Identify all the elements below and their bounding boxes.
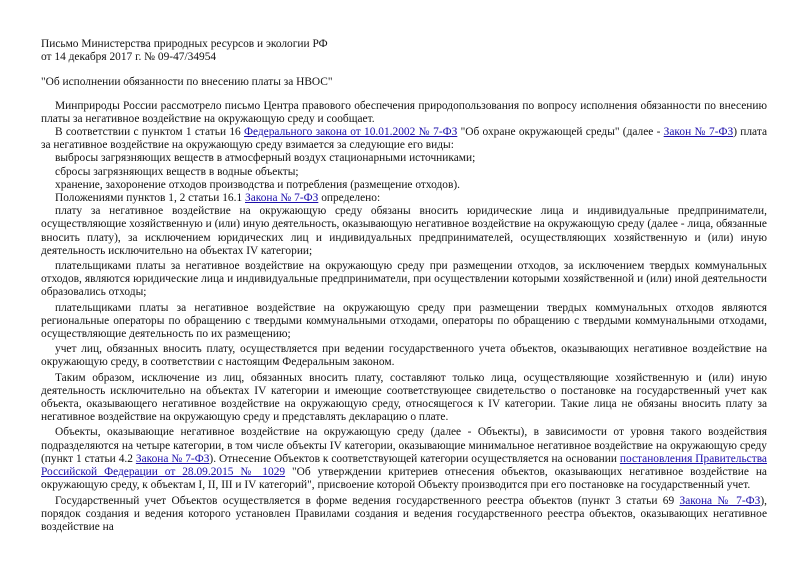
paragraph-2-text-b: "Об охране окружающей среды" (далее - [457, 126, 664, 139]
list-item-discharges: сбросы загрязняющих веществ в водные объекты; [55, 165, 299, 178]
list-item-waste: хранение, захоронение отходов производства и потребления (размещение отходов). [55, 178, 460, 191]
document-page [41, 38, 767, 534]
doc-title: "Об исполнении обязанности по внесению платы за НВОС" [41, 76, 333, 89]
paragraph-9 [41, 426, 767, 492]
government-decree-link[interactable]: постановления Правительства Российской Федерации от 28.09.2015 № 1029 [41, 452, 767, 479]
paragraph-9-text-c: "Об утверждении критериев отнесения объектов, оказывающих негативное воздействие на окружающую среду, к объектам I, II, III и IV категорий", присвоение которой Объекту производится при его постановке на государственный учет. [41, 466, 767, 492]
paragraph-3-text-b: определено: [318, 192, 381, 205]
paragraph-3-text-a: Положениями пунктов 1, 2 статьи 16.1 [55, 192, 246, 205]
paragraph-3 [41, 192, 767, 205]
doc-header-line2: от 14 декабря 2017 г. № 09-47/34954 [41, 51, 217, 64]
law-7fz-link[interactable]: Закона № 7-ФЗ [245, 192, 319, 205]
paragraph-2 [41, 126, 767, 152]
paragraph-1: Минприроды России рассмотрело письмо Центра правового обеспечения природопользования по вопросу исполнения обязанности по внесению платы за негативное воздействие на окружающую среду и сообщает. [41, 99, 767, 125]
law-7fz-link[interactable]: Закона № 7-ФЗ [679, 494, 761, 507]
paragraph-10 [41, 495, 767, 535]
federal-law-link[interactable]: Федерального закона от 10.01.2002 № 7-ФЗ [243, 126, 458, 139]
paragraph-6: плательщиками платы за негативное воздействие на окружающую среду при размещении твердых коммунальных отходов являются региональные операторы по обращению с твердыми коммунальными отходами, операторы по обращению с твердыми коммунальными отходами, осуществляющие деятельность по их размещению; [41, 301, 767, 341]
paragraph-8: Таким образом, исключение из лиц, обязанных вносить плату, составляют только лица, осуществляющие хозяйственную и (или) иную деятельность исключительно на объектах IV категории и имеющие соответствующее свидетельство о постановке на государственный учет как объекта, оказывающего негативное воздействие на окружающую среду, относящегося к IV категории. Такие лица не обязаны вносить плату за негативное воздействие на окружающую среду и представлять декларацию о плате. [41, 371, 767, 424]
law-7fz-link[interactable]: Закон № 7-ФЗ [663, 126, 734, 139]
paragraph-5: плательщиками платы за негативное воздействие на окружающую среду при размещении отходов, за исключением твердых коммунальных отходов, являются юридические лица и индивидуальные предприниматели, при осуществлении которыми хозяйственной и (или) иной деятельности образовались отходы; [41, 260, 767, 299]
paragraph-2-text-a: В соответствии с пунктом 1 статьи 16 [55, 126, 244, 139]
paragraph-9-text-b: ). Отнесение Объектов к соответствующей категории осуществляется на основании [209, 452, 620, 465]
paragraph-7: учет лиц, обязанных вносить плату, осуществляется при ведении государственного учета объектов, оказывающих негативное воздействие на окружающую среду, в соответствии с настоящим Федеральным законом. [41, 343, 767, 369]
law-7fz-link[interactable]: Закона № 7-ФЗ [135, 452, 210, 465]
paragraph-2-text-c: ) плата за негативное воздействие на окружающую среду взимается за следующие его виды: [41, 126, 767, 152]
paragraph-10-text-a: Государственный учет Объектов осуществляется в форме ведения государственного реестра объектов (пункт 3 статьи 69 [55, 494, 680, 507]
paragraph-4: плату за негативное воздействие на окружающую среду обязаны вносить юридические лица и индивидуальные предприниматели, осуществляющие хозяйственную и (или) иную деятельность, оказывающую негативное воздействие на окружающую среду (далее - лица, обязанные вносить плату), за исключением юридических лиц и индивидуальных предпринимателей, осуществляющих хозяйственную и (или) иную деятельность исключительно на объектах IV категории; [41, 205, 767, 257]
paragraph-10-text-b: ), порядок создания и ведения которого установлен Правилами создания и ведения государственного реестра объектов, оказывающих негативное воздействие на [41, 494, 767, 533]
list-item-emissions: выбросы загрязняющих веществ в атмосферный воздух стационарными источниками; [55, 152, 476, 165]
doc-header-line1: Письмо Министерства природных ресурсов и экологии РФ [41, 38, 328, 50]
paragraph-9-text-a: Объекты, оказывающие негативное воздействие на окружающую среду (далее - Объекты), в зависимости от уровня такого воздействия подразделяются на четыре категории, в том числе объекты IV категории, оказывающие минимальное негативное воздействие на окружающую среду (пункт 1 статьи 4.2 [41, 426, 767, 465]
